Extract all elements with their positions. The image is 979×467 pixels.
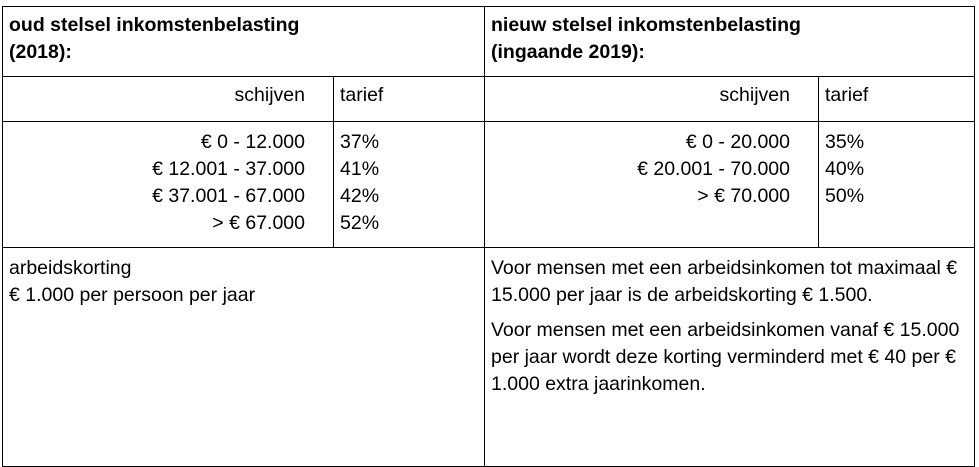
header-row: [3, 7, 975, 77]
new-bracket: > € 70.000: [697, 185, 790, 207]
new-rate: 40%: [825, 158, 865, 180]
old-labor-credit-cell: [3, 248, 485, 467]
labor-credit-row: [3, 248, 975, 467]
old-credit-label: arbeidskorting: [9, 257, 132, 279]
new-bracket: € 0 - 20.000: [685, 131, 790, 153]
new-system-title: nieuw stelsel inkomstenbelasting (ingaande 2019):: [485, 7, 975, 77]
old-brackets-cell: [3, 122, 334, 248]
old-bracket: € 0 - 12.000: [200, 131, 305, 153]
old-rate: 52%: [340, 212, 380, 234]
old-bracket: € 12.001 - 37.000: [152, 158, 305, 180]
column-header-row: [3, 77, 975, 122]
new-rate-header: tarief: [819, 77, 975, 122]
old-rate: 42%: [340, 185, 380, 207]
new-brackets-header: schijven: [485, 77, 819, 122]
tax-comparison-table: [2, 6, 975, 467]
new-rates-cell: [819, 122, 975, 248]
new-credit-paragraph-1: Voor mensen met een arbeidsinkomen tot maximaal € 15.000 per jaar is de arbeidskorting € 1.500.: [491, 257, 958, 306]
old-rate: 37%: [340, 131, 380, 153]
old-rate-header: tarief: [334, 77, 485, 122]
old-brackets-header: schijven: [3, 77, 334, 122]
old-rates-cell: [334, 122, 485, 248]
new-brackets-cell: [485, 122, 819, 248]
new-rate: 35%: [825, 131, 865, 153]
brackets-row: [3, 122, 975, 248]
new-rate: 50%: [825, 185, 865, 207]
old-credit-text: € 1.000 per persoon per jaar: [9, 284, 256, 306]
old-bracket: > € 67.000: [212, 212, 305, 234]
new-labor-credit-cell: [485, 248, 975, 467]
old-system-title: oud stelsel inkomstenbelasting (2018):: [3, 7, 485, 77]
old-bracket: € 37.001 - 67.000: [152, 185, 305, 207]
new-bracket: € 20.001 - 70.000: [637, 158, 790, 180]
new-credit-paragraph-2: Voor mensen met een arbeidsinkomen vanaf € 15.000 per jaar wordt deze korting verminderd met € 40 per € 1.000 extra jaarinkomen.: [491, 319, 960, 395]
old-rate: 41%: [340, 158, 380, 180]
